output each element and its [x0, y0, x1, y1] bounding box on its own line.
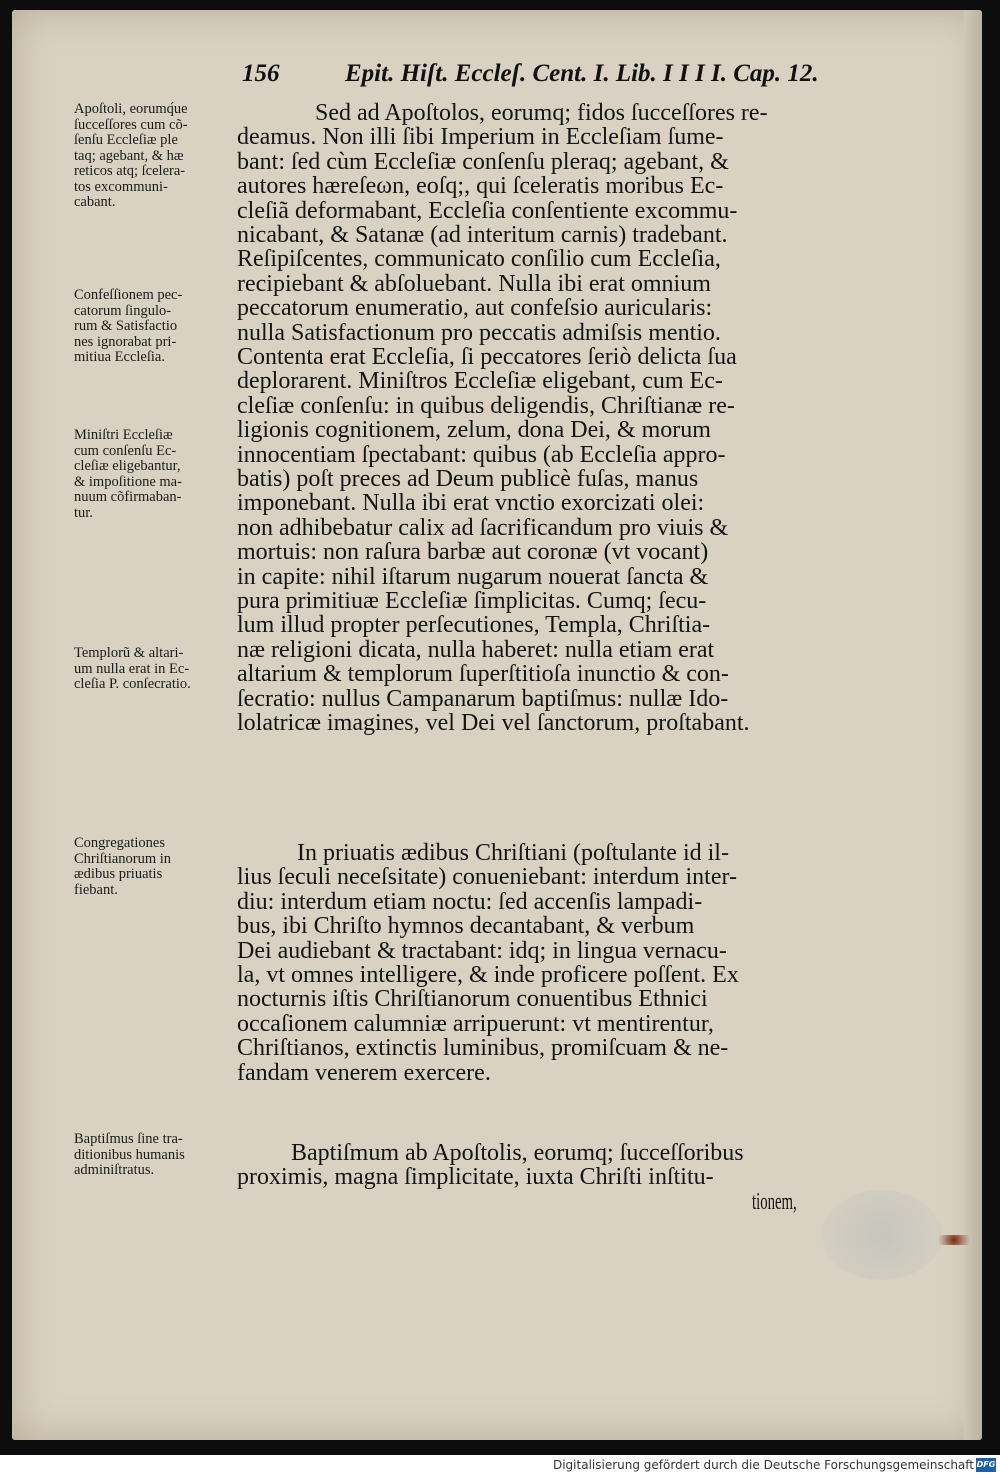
text-line: lolatricæ imagines, vel Dei vel ſanctorum, proſtabant.	[237, 710, 750, 736]
text-line: altarium & templorum ſuperſtitioſa inunctio & con-	[237, 661, 729, 688]
margin-note-line: nuum cõfirmaban-	[74, 489, 182, 505]
margin-note-line: nes ignorabat pri-	[74, 333, 177, 350]
margin-note-line: ditionibus humanis	[74, 1146, 185, 1163]
text-line: deamus. Non illi ſibi Imperium in Eccleſiam ſume-	[237, 124, 724, 151]
text-line: pura primitiuæ Eccleſiæ ſimplicitas. Cumq; ſecu-	[237, 588, 707, 614]
text-line: tionem,	[752, 1188, 797, 1215]
running-head	[242, 60, 819, 100]
margin-note-line: tur.	[74, 504, 93, 521]
dfg-logo: DFG	[976, 1458, 996, 1472]
text-line: Contenta erat Eccleſia, ſi peccatores ſeriò delicta ſua	[237, 344, 737, 370]
margin-note-line: tos excommuni-	[74, 178, 168, 195]
text-line: proximis, magna ſimplicitate, iuxta Chriſti inſtitu-	[237, 1164, 714, 1191]
margin-note-line: catorum ſingulo-	[74, 302, 172, 319]
margin-note	[74, 836, 249, 898]
margin-note-line: & impoſitione ma-	[74, 473, 182, 490]
text-line: ſecratio: nullus Campanarum baptiſmus: nullæ Ido-	[237, 685, 729, 712]
text-line: Dei audiebant & tractabant: idq; in lingua vernacu-	[237, 937, 727, 964]
margin-note	[74, 428, 249, 521]
digitization-credit: Digitalisierung gefördert durch die Deutsche Forschungsgemeinschaft	[552, 1458, 974, 1472]
text-line: nulla Satisfactionum pro peccatis admiſsis mentio.	[237, 319, 721, 346]
text-line: innocentiam ſpectabant: quibus (ab Eccleſia appro-	[237, 441, 726, 468]
text-line: deplorarent. Miniſtros Eccleſiæ eligebant, cum Ec-	[237, 368, 723, 395]
text-line: Baptiſmum ab Apoſtolis, eorumq; ſucceſſoribus	[291, 1140, 744, 1166]
text-line: fandam venerem exercere.	[237, 1059, 491, 1086]
text-line: bus, ibi Chriſto hymnos decantabant, & verbum	[237, 913, 695, 940]
text-line: mortuis: non raſura barbæ aut coronæ (vt vocant)	[237, 539, 709, 566]
text-line: la, vt omnes intelligere, & inde proficere poſſent. Ex	[237, 962, 739, 988]
margin-note	[74, 288, 249, 366]
text-line: ligionis cognitionem, zelum, dona Dei, & morum	[237, 417, 711, 444]
running-title: Epit. Hiſt. Eccleſ. Cent. I. Lib. I I I I. Cap. 12.	[345, 60, 819, 87]
margin-note-line: mitiua Eccleſia.	[74, 349, 165, 365]
margin-note-line: Miniſtri Eccleſiæ	[74, 427, 173, 443]
margin-note	[74, 1132, 249, 1179]
text-line: diu: interdum etiam noctu: ſed accenſis lampadi-	[237, 888, 703, 915]
text-line: cleſiæ conſenſu: in quibus deligendis, Chriſtianæ re-	[237, 392, 735, 419]
margin-note-line: rum & Satisfactio	[74, 318, 178, 334]
margin-note-line: ædibus priuatis	[74, 866, 163, 882]
book-page	[12, 10, 982, 1440]
margin-note-line: Confeſſionem pec-	[74, 287, 183, 303]
margin-note-line: ſucceſſores cum cõ-	[74, 116, 188, 133]
text-line: autores hæreſeωn, eoſq;, qui ſceleratis moribus Ec-	[237, 173, 724, 200]
margin-note-line: taq; agebant, & hæ	[74, 147, 184, 164]
text-line: lum illud propter perſecutiones, Templa, Chriſtia-	[237, 612, 711, 639]
text-line: Sed ad Apoſtolos, eorumq; fidos ſucceſſores re-	[315, 100, 768, 126]
margin-note-line: Chriſtianorum in	[74, 850, 172, 867]
text-line: in capite: nihil iſtarum nugarum nouerat ſancta &	[237, 563, 709, 590]
text-line: In priuatis ædibus Chriſtiani (poſtulante id il-	[297, 840, 729, 866]
margin-note-line: Templorũ & altari-	[74, 645, 184, 661]
paper-stain	[822, 1190, 942, 1280]
text-line: recipiebant & abſoluebant. Nulla ibi erat omnium	[237, 270, 711, 297]
margin-note	[74, 102, 249, 211]
text-line: Reſipiſcentes, communicato conſilio cum Eccleſia,	[237, 246, 721, 273]
margin-note	[74, 646, 249, 693]
text-line: imponebant. Nulla ibi erat vnctio exorcizati olei:	[237, 490, 705, 517]
text-line: lius ſeculi neceſsitate) conueniebant: interdum inter-	[237, 864, 738, 891]
text-line: nicabant, & Satanæ (ad interitum carnis) tradebant.	[237, 222, 728, 248]
margin-note-line: cleſiæ eligebantur,	[74, 458, 181, 474]
page-number: 156	[242, 60, 280, 87]
text-line: batis) poſt preces ad Deum publicè fuſas, manus	[237, 466, 699, 492]
margin-note-line: fiebant.	[74, 881, 118, 898]
text-line: nocturnis iſtis Chriſtianorum conuentibus Ethnici	[237, 986, 708, 1013]
margin-note-line: reticos atq; ſcelera-	[74, 163, 186, 179]
ink-blot	[932, 1235, 976, 1245]
page-edge	[964, 10, 982, 1440]
text-line: cleſiã deformabant, Eccleſia conſentiente excommu-	[237, 197, 738, 224]
margin-note-line: adminiſtratus.	[74, 1162, 155, 1178]
text-line: non adhibebatur calix ad ſacrificandum pro viuis &	[237, 514, 729, 541]
margin-note-line: Apoſtoli, eorumq́ue	[74, 101, 188, 117]
margin-note-line: um nulla erat in Ec-	[74, 660, 190, 677]
margin-note-line: Baptiſmus ſine tra-	[74, 1131, 183, 1147]
margin-note-line: cabant.	[74, 194, 116, 210]
margin-note-line: Congregationes	[74, 835, 166, 851]
margin-note-line: ſenſu Eccleſiæ ple	[74, 132, 178, 148]
text-line: peccatorum enumeratio, aut confeſsio auricularis:	[237, 295, 713, 322]
margin-note-line: cleſia P. conſecratio.	[74, 676, 191, 692]
text-line: occaſionem calumniæ arripuerunt: vt mentirentur,	[237, 1010, 714, 1037]
text-line: Chriſtianos, extinctis luminibus, promiſcuam & ne-	[237, 1035, 729, 1062]
text-line: bant: ſed cùm Eccleſiæ conſenſu pleraq; agebant, &	[237, 148, 729, 175]
margin-note-line: cum conſenſu Ec-	[74, 442, 177, 459]
text-line: næ religioni dicata, nulla haberet: nulla etiam erat	[237, 636, 715, 663]
